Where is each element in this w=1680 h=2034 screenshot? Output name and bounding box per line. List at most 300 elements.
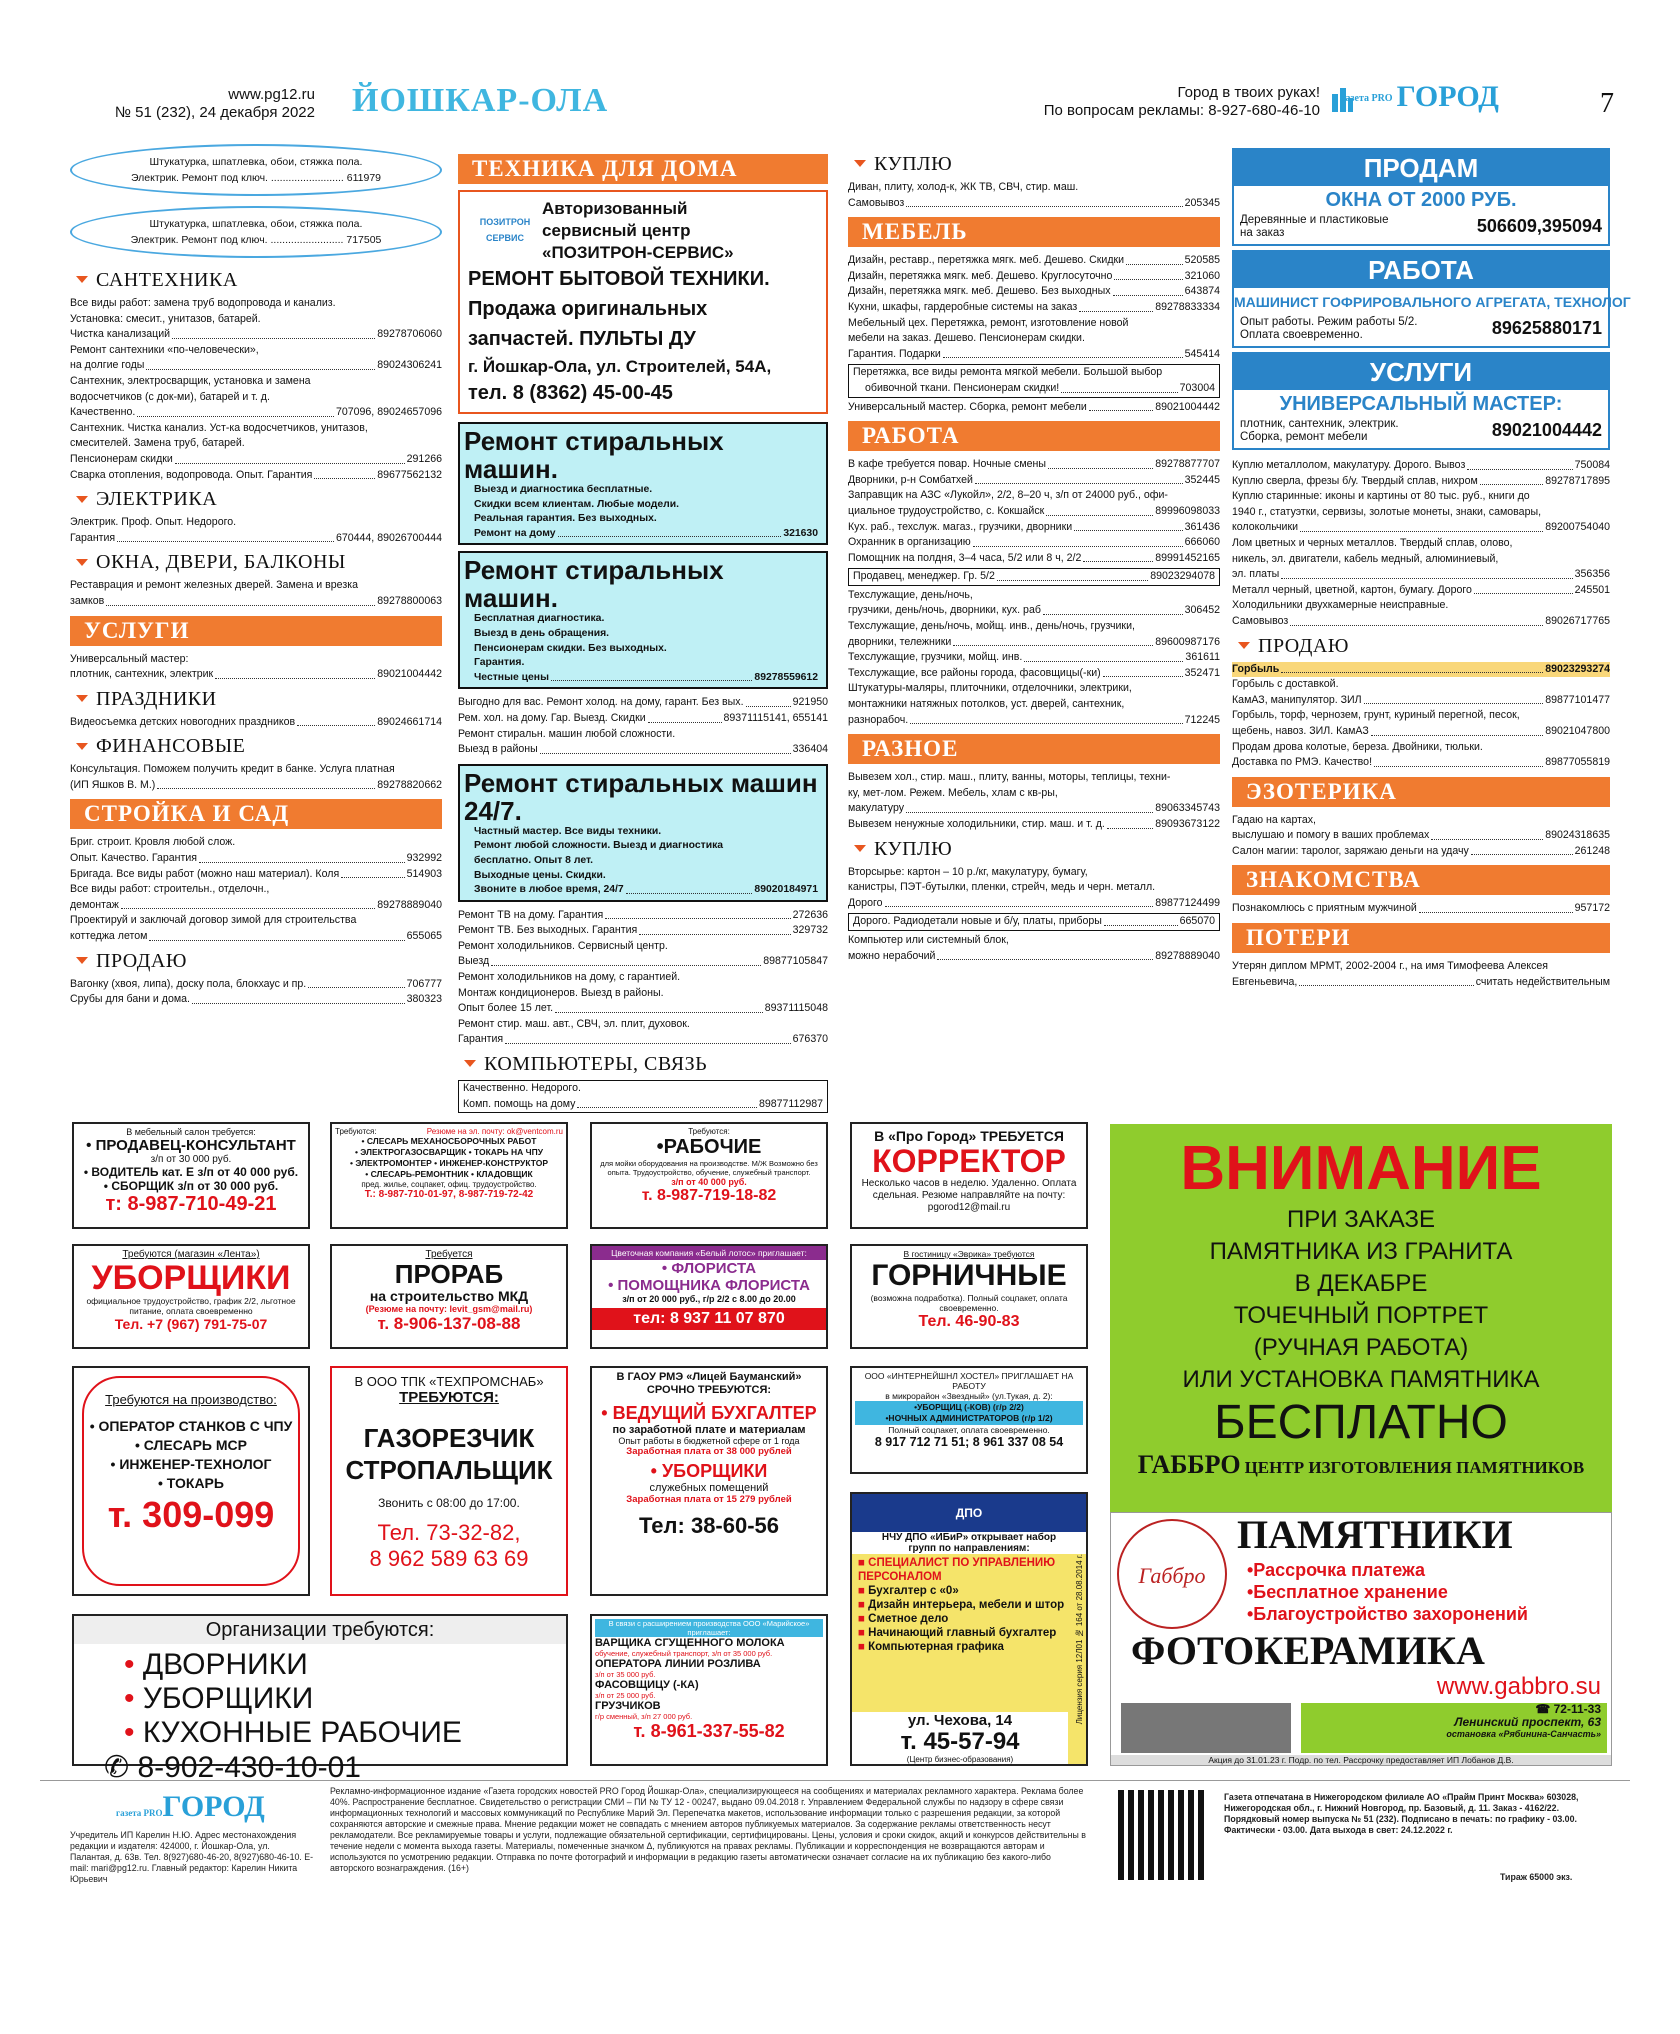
ad-phone: т. 45-57-94 (900, 1728, 1020, 1755)
ad-line (70, 515, 442, 531)
ad-phone: 89024661714 (377, 715, 442, 728)
ad-text: Выезд в районы (458, 743, 538, 756)
ad-line (848, 650, 1220, 666)
column-1 (70, 140, 442, 1110)
ad-line: •НОЧНЫХ АДМИНИСТРАТОРОВ (г/р 1/2) (885, 1413, 1053, 1423)
gabbro-lines (1110, 1204, 1612, 1396)
ad-text: Кухни, шкафы, гардеробные системы на заказ (848, 300, 1078, 313)
ad-text: Ремонт холодильников на дому, с гарантией. (458, 971, 681, 984)
ad-phone: 89020184971 (754, 884, 818, 896)
ad-text: Рем. хол. на дому. Гар. Выезд. Скидки (458, 711, 646, 724)
ad-line: обучение, служебный транспорт, з/п от 35 000 руб. (595, 1649, 773, 1658)
ad-phone: 750084 (1574, 459, 1610, 471)
ad-line: Бесплатная диагностика. (474, 613, 605, 625)
ad-oval (70, 206, 442, 258)
ad-phone: 506609,395094 (1476, 216, 1602, 237)
ad-text: Пенсионерам скидки (70, 452, 173, 465)
ad-text: Утерян диплом МРМТ, 2002-2004 г., на имя Тимофеева Алексея (1232, 960, 1549, 973)
ad-text: обивочной ткани. Пенсионерам скидки! (865, 381, 1060, 394)
ad-line (1232, 614, 1610, 630)
ad-phone: Тел: 38-60-56 (638, 1513, 780, 1538)
header-slogan (960, 84, 1320, 120)
ad-framed (848, 568, 1220, 586)
ad-line (70, 667, 442, 683)
ad-title: Требуются: (688, 1127, 730, 1136)
ad-line (70, 343, 442, 359)
ad-line (70, 929, 442, 945)
ad-line (848, 316, 1220, 332)
ad-phone: Тел. +7 (967) 791-75-07 (114, 1316, 268, 1332)
ad-line: Звонить с 08:00 до 17:00. (378, 1496, 520, 1510)
ad-line (848, 520, 1220, 536)
ad-line (1232, 598, 1610, 614)
issue-number: № 51 (232), 24 декабря 2022 (114, 104, 315, 121)
ad-title: В «Про Город» ТРЕБУЕТСЯ (874, 1128, 1064, 1144)
ad-phone: 89278820662 (377, 778, 442, 791)
ad-text: щебень, навоз. ЗИЛ. КамАЗ (1232, 724, 1369, 737)
ad-line: • ПОМОЩНИКА ФЛОРИСТА (608, 1277, 810, 1294)
ad-line: •УБОРЩИЦ (-КОВ) (г/р 2/2) (914, 1402, 1024, 1412)
ad-phone: 89278706060 (377, 328, 442, 341)
ad-heading: ПРОРАБ (394, 1259, 504, 1289)
ad-blue-block (1232, 352, 1610, 450)
ad-text: на долгие годы (70, 359, 145, 372)
ad-phone: 89877112987 (758, 1097, 823, 1110)
site-url[interactable]: www.pg12.ru (228, 86, 315, 103)
ad-line: Гарантия. (474, 657, 525, 669)
ad-phone: 356356 (1574, 568, 1610, 581)
ad-line (70, 358, 442, 374)
ad-line: Опыт работы в бюджетной сфере от 1 года (618, 1436, 800, 1446)
footer-circulation: Тираж 65000 экз. (1500, 1872, 1573, 1882)
ad-heading: ГОРНИЧНЫЕ (871, 1259, 1067, 1292)
ad-phone: 380323 (406, 993, 442, 1006)
ad-phone: 89991452165 (1155, 551, 1220, 564)
ad-line (70, 390, 442, 406)
ad-phone: 89278800063 (377, 594, 442, 607)
ad-line: КУХОННЫЕ РАБОЧИЕ (142, 1716, 462, 1749)
ad-lenta (72, 1244, 310, 1349)
ad-line: Штукатурка, шпатлевка, обои, стяжка пола. (149, 218, 363, 230)
ad-text: Помощник на полдня, 3–4 часа, 5/2 или 8 ч, 2/2 (848, 551, 1082, 564)
ad-phone: т. 8-961-337-55-82 (633, 1721, 785, 1741)
logo-text: ГОРОД (162, 1790, 265, 1823)
phone-icon: ✆ (104, 1751, 138, 1784)
ad-text: демонтаж (70, 898, 119, 911)
ad-framed (458, 1080, 828, 1113)
ad-text: Дизайн, реставр., перетяжка мягк. меб. Дешево. Скидки (848, 254, 1125, 267)
ad-email: Резюме на эл. почту: ok@ventcom.ru (426, 1127, 563, 1136)
ad-heading: СТРОПАЛЬЩИК (345, 1455, 553, 1485)
ad-phone: 89877105847 (763, 955, 828, 968)
ad-text: Все виды работ: замена труб водопровода и канализ. (70, 297, 336, 309)
footer-publisher: Учредитель ИП Карелин Н.Ю. Адрес местонахождения редакции и издателя: 424000, г. Йошкар-Ола, ул. Палантая, д. 63в. Тел. 8(927)680-46-20, 8(927)680-46-10. E-mail: mari@pg12.ru. Главный редактор: Карелин Никита Юрьевич (70, 1830, 314, 1884)
ad-line: Сборка, ремонт мебели (1240, 431, 1368, 443)
ad-line: Авторизованный (542, 199, 688, 218)
ad-line: з/п от 20 000 руб., г/р 2/2 с 8.00 до 20.00 (622, 1294, 796, 1304)
ad-title: В связи с расширением производства ООО «Марийское» приглашает: (595, 1619, 823, 1637)
ad-line (1232, 489, 1610, 505)
gabbro-monuments: ПАМЯТНИКИ (1237, 1512, 1513, 1557)
ad-line: ОПЕРАТОРА ЛИНИИ РОЗЛИВА (595, 1658, 761, 1670)
ad-text: Выгодно для вас. Ремонт холод. на дому, гарант. Без вых. (458, 696, 744, 709)
ad-line: Ремонт любой сложности. Выезд и диагностика (474, 840, 724, 852)
ad-text: Салон магии: таролог, заряжаю деньги на удачу (1232, 844, 1469, 857)
ad-text: Горбыль (1232, 662, 1280, 675)
ad-text: Реставрация и ремонт железных дверей. Замена и врезка (70, 579, 358, 592)
ad-line (458, 970, 828, 986)
ad-techpromsnab (330, 1366, 568, 1596)
ad-line (1232, 975, 1610, 991)
ad-organizations: Организации требуются: • ДВОРНИКИ • УБОРЩИКИ • КУХОННЫЕ РАБОЧИЕ ✆ 8-902-430-10-01 (72, 1614, 568, 1766)
ad-text: Выезд (458, 955, 490, 968)
ad-text: Ремонт стир. маш. авт., СВЧ, эл. плит, духовок. (458, 1017, 690, 1030)
ad-line (848, 681, 1220, 697)
ad-line (1232, 583, 1610, 599)
logo-prefix: Газета PRO (1340, 93, 1393, 105)
ad-line (70, 898, 442, 914)
ad-line (1232, 474, 1610, 490)
gabbro-brand-sub: ЦЕНТР ИЗГОТОВЛЕНИЯ ПАМЯТНИКОВ (1244, 1458, 1585, 1477)
ad-text: Монтаж кондиционеров. Выезд в районы. (458, 986, 664, 999)
ad-phone: 8 917 712 71 51; 8 961 337 08 54 (874, 1435, 1064, 1449)
block-subheading: ОКНА ОТ 2000 РУБ. (1325, 189, 1517, 211)
slogan: Город в твоих руках! (1177, 84, 1320, 101)
ad-text: Гарантия (458, 1033, 504, 1046)
ad-text: мебели на заказ. Дешево. Пенсионерам скидки. (848, 332, 1085, 345)
ad-dpo-ibir (850, 1492, 1088, 1766)
ad-list (88, 1417, 294, 1493)
ad-line: запчастей. ПУЛЬТЫ ДУ (468, 328, 696, 350)
ad-line: з/п от 30 000 руб. (150, 1154, 232, 1165)
ad-text: Сантехник. Чистка канализ. Уст-ка водосчетчиков, унитазов, (70, 421, 368, 434)
ad-salary: Заработная плата от 38 000 рублей (626, 1446, 792, 1457)
ad-phone: 89278877707 (1155, 458, 1220, 471)
ad-line (1232, 724, 1610, 740)
ad-heading: Ремонт стиральных машин. (464, 555, 724, 614)
ad-text: Лом цветных и черных металлов. Твердый сплав, олово, (1232, 536, 1513, 549)
ad-boxed (458, 551, 828, 689)
ad-text: Чистка канализаций (70, 328, 171, 341)
ad-framed (848, 364, 1220, 397)
ad-text: Комп. помощь на дому (463, 1097, 576, 1110)
ad-phone: т. 8-906-137-08-88 (377, 1314, 521, 1333)
ad-title: ООО «ИНТЕРНЕЙШНЛ ХОСТЕЛ» ПРИГЛАШАЕТ НА РАБОТУ (864, 1371, 1074, 1391)
ad-line (70, 578, 442, 594)
ad-line: Штукатурка, шпатлевка, обои, стяжка пола. (149, 156, 363, 168)
ad-line (1232, 693, 1610, 709)
ad-phone: 245501 (1574, 583, 1610, 596)
ad-text: Универсальный мастер: (70, 652, 189, 665)
ad-line: бесплатно. Опыт 8 лет. (474, 854, 594, 866)
ad-text: Установка: смесит., унитазов, батарей. (70, 312, 261, 325)
ad-phone: 329732 (792, 924, 828, 937)
ad-text: Ремонт стиральн. машин любой сложности. (458, 727, 676, 740)
footer-legal: Рекламно-информационное издание «Газета городских новостей PRO Город Йошкар-Ола», специализирующееся на сообщениях и материалах рекламного характера. Реклама более 40%. Распространение бесплатное. Свидетельство о регистрации СМИ – ПИ № ТУ 12 - 00247, выдано 09.04.2018 г. Управлением Федеральной службы по надзору в сфере связи информационных технологий и массовых коммуникаций по Республике Марий Эл. Перепечатка макетов, использование информации только с разрешения редакции, за которой сохраняются авторские и смежные права. Мнение редакции может не совпадать с мнением авторов публикуемых материалов. За содержание рекламы ответственность несут рекламодатели. Все рекламируемые товары и услуги, подлежащие обязательной сертификации, сертифицированы. Цены, условия и сроки скидок, акций и конкурсов действительны в течение недели с момента выхода газеты. Материалы, помеченные значком Δ, публикуются на правах рекламы. Публикации и корреспонденция не возвращаются авторам и используются по усмотрению редакции. Отправка по почте фотографий и информации в редакцию газеты автоматически означает согласие на их публикацию без какого-либо авторского вознаграждения. (16+) (330, 1786, 1086, 1873)
ad-phone: 306452 (1184, 604, 1220, 617)
ad-line (848, 865, 1220, 881)
ad-address: г. Йошкар-Ола, ул. Строителей, 54А, (468, 357, 772, 376)
gabbro-ceramics: ФОТОКЕРАМИКА (1131, 1628, 1485, 1673)
ad-line: официальное трудоустройство, график 2/2, льготное питание, оплата своевременно (86, 1296, 296, 1316)
ad-line: в микрорайон «Звездный» (ул.Тукая, д. 2): (885, 1391, 1053, 1401)
ad-line: Скидки всем клиентам. Любые модели. (474, 498, 679, 510)
gabbro-bullet: •Рассрочка платежа (1247, 1560, 1426, 1580)
ad-phone: считать недействительным (1475, 975, 1610, 988)
ad-phone: 643874 (1184, 285, 1220, 298)
ad-title: Требуется (425, 1249, 473, 1260)
ad-line (70, 835, 442, 851)
ad-line: плотник, сантехник, электрик. (1240, 418, 1399, 430)
ad-line: сервисный центр (542, 221, 691, 240)
ad-line: (возможна подработка). Полный соцпакет, оплата своевременно. (870, 1293, 1068, 1313)
ad-line (1232, 708, 1610, 724)
section-band: ЗНАКОМСТВА (1232, 865, 1610, 895)
ad-title: В ГАОУ РМЭ «Лицей Бауманский» СРОЧНО ТРЕБУЮТСЯ: (616, 1371, 802, 1396)
ad-line: з/п от 25 000 руб. (595, 1691, 656, 1700)
ad-phone: Т.: 8-987-710-01-97, 8-987-719-72-42 (364, 1189, 534, 1200)
ad-phone: 89023294078 (1150, 570, 1215, 583)
ad-line (1232, 740, 1610, 756)
ad-list-item: Дизайн интерьера, мебели и штор (868, 1599, 1065, 1611)
ad-phone: т: 8-987-710-49-21 (105, 1193, 277, 1215)
ad-line: • СЛЕСАРЬ-РЕМОНТНИК • КЛАДОВЩИК (365, 1169, 533, 1179)
section-heading: ЭЛЕКТРИКА (70, 487, 442, 511)
ad-line: Электрик. Ремонт под ключ. ......................... 611979 (130, 172, 382, 184)
ad-line: Полный соцпакет, оплата своевременно. (888, 1425, 1050, 1435)
ad-evrika (850, 1244, 1088, 1349)
ad-line: Выезд в день обращения. (474, 627, 610, 639)
block-heading: ПРОДАМ (1234, 150, 1608, 186)
ad-line (848, 933, 1220, 949)
section-band: РАЗНОЕ (848, 734, 1220, 764)
ad-text: смесителей. Замена труб, батарей. (70, 437, 245, 450)
ad-text: Куплю старинные: иконы и картины от 80 тыс. руб., книги до (1232, 490, 1530, 503)
ad-line (1232, 828, 1610, 844)
ad-phone: 321060 (1184, 269, 1220, 282)
ad-license: Лицензия серия 12Л01 № 164 от 28.08.2014 г. (1075, 1554, 1084, 1725)
section-heading: САНТЕХНИКА (70, 268, 442, 292)
ad-phone: 520585 (1184, 254, 1220, 267)
gabbro-site[interactable]: www.gabbro.su (1436, 1673, 1601, 1700)
ad-line: • ОПЕРАТОР СТАНКОВ С ЧПУ (89, 1418, 293, 1434)
ad-line (1232, 677, 1610, 693)
ad-list: ■ СПЕЦИАЛИСТ ПО УПРАВЛЕНИЮ ПЕРСОНАЛОМ ■ Бухгалтер с «0» ■ Дизайн интерьера, мебели и штор ■ Сметное дело ■ Начинающий главный бухгалтер ■ Компьютерная графика (858, 1557, 1065, 1653)
ad-line: Пенсионерам скидки. Без выходных. (474, 642, 667, 654)
ad-line (458, 1001, 828, 1017)
ad-line: • ПРОДАВЕЦ-КОНСУЛЬТАНТ (86, 1137, 296, 1154)
ad-line: • ТОКАРЬ (158, 1475, 224, 1491)
ad-line (848, 697, 1220, 713)
ad-line (458, 695, 828, 711)
ad-line (848, 400, 1220, 416)
ad-text: Горбыль с доставкой. (1232, 678, 1339, 691)
gabbro-note: Акция до 31.01.23 г. Подр. по тел. Рассрочку предоставляет ИП Лобанов Д.В. (1111, 1755, 1611, 1765)
ad-phone: 89200754040 (1545, 521, 1610, 534)
ad-text: Штукатуры-маляры, плиточники, отделочники, электрики, (848, 682, 1132, 695)
ad-line (848, 635, 1220, 651)
ad-text: Срубы для бани и дома. (70, 993, 190, 1006)
ad-phone: 89677562132 (377, 468, 442, 481)
pozitron-logo: ПОЗИТРОН СЕРВИС (479, 217, 531, 243)
ad-line (848, 603, 1220, 619)
ad-text: Техслужащие, грузчики, мойщ. инв. (848, 651, 1023, 664)
ad-phone: 655065 (406, 930, 442, 943)
ad-prorab (330, 1244, 568, 1349)
ad-text: Компьютер или системный блок, (848, 933, 1009, 946)
section-band: МЕБЕЛЬ (848, 217, 1220, 247)
ad-text: Сантехник, электросварщик, установка и замена (70, 374, 311, 387)
section-band: ЭЗОТЕРИКА (1232, 777, 1610, 807)
ad-text: Вывезем ненужные холодильники, стир. маш. и т. д. (848, 818, 1105, 830)
ad-text: Ремонт сантехники «по-человечески», (70, 343, 259, 356)
ad-phone: 89024318635 (1545, 829, 1610, 842)
ad-phone: 89278889040 (1155, 949, 1220, 962)
ad-phone: 89877124499 (1155, 896, 1220, 909)
ad-line: Электрик. Ремонт под ключ. ......................... 717505 (130, 234, 382, 246)
ad-line: Несколько часов в неделю. Удаленно. Оплата сдельная. Резюме направляйте на почту: pgorod12@mail.ru (861, 1178, 1077, 1213)
ad-line (848, 488, 1220, 504)
column-3 (848, 148, 1220, 1110)
block-subheading: УНИВЕРСАЛЬНЫЙ МАСТЕР: (1279, 393, 1563, 415)
ad-line (70, 327, 442, 343)
ad-line (848, 713, 1220, 729)
ad-line (458, 711, 828, 727)
ad-phone: 89026717765 (1545, 614, 1610, 627)
ad-phone: 957172 (1574, 902, 1610, 915)
ad-line (848, 457, 1220, 473)
ad-line (848, 801, 1220, 817)
ad-text: Ремонт холодильников. Сервисный центр. (458, 939, 668, 952)
ad-title: Требуются (магазин «Лента») (122, 1249, 260, 1260)
ad-line (70, 851, 442, 867)
section-heading: КУПЛЮ (848, 837, 1220, 861)
ad-text: Проектируй и заключай договор зимой для строительства (70, 914, 357, 927)
ad-text: Дорого. Радиодетали новые и б/у, платы, приборы (853, 915, 1102, 928)
ad-text: монтажники натяжных потолков, уст. дверей, сантехник, (848, 698, 1125, 711)
ad-phone: 336404 (792, 743, 828, 756)
ad-text: Дворники, р-н Сомбатхей (848, 473, 973, 486)
ad-text: Видеосъемка детских новогодних праздников (70, 715, 296, 728)
ad-line (1232, 844, 1610, 860)
ad-heading: УБОРЩИКИ (91, 1259, 291, 1297)
ad-text: Холодильники двухкамерные неисправные. (1232, 599, 1449, 612)
ad-line: ИЛИ УСТАНОВКА ПАМЯТНИКА (1182, 1366, 1540, 1393)
city-title: ЙОШКАР-ОЛА (352, 82, 609, 119)
qr-code[interactable] (1118, 1790, 1208, 1880)
ad-phone: 932992 (406, 852, 442, 865)
ad-text: ку, мет-лом. Режем. Мебель, хлам с кв-ры, (848, 786, 1058, 799)
ad-list-item: Компьютерная графика (868, 1641, 1004, 1653)
ad-line (848, 473, 1220, 489)
ad-line (848, 300, 1220, 316)
ad-list-item: СПЕЦИАЛИСТ ПО УПРАВЛЕНИЮ ПЕРСОНАЛОМ (858, 1557, 1056, 1583)
ad-line (1232, 901, 1610, 917)
ad-line (70, 594, 442, 610)
block-subheading: МАШИНИСТ ГОФРИРОВАЛЬНОГО АГРЕГАТА, ТЕХНОЛОГ (1234, 294, 1631, 310)
ad-phone: 89278717895 (1545, 474, 1610, 487)
ad-phone: 545414 (1184, 347, 1220, 360)
ad-text: Самовывоз (848, 196, 905, 209)
ad-phone: 89023293274 (1545, 662, 1610, 675)
ad-line (70, 992, 442, 1008)
ad-blue-block (1232, 250, 1631, 348)
ad-phone: 89021004442 (1155, 400, 1220, 413)
ad-phone: 707096, 89024657096 (335, 406, 442, 419)
ad-text: Все виды работ: строительн., отделочн., (70, 883, 270, 896)
ad-phone: 272636 (792, 908, 828, 921)
ad-text: Опыт более 15 лет. (458, 1002, 554, 1015)
ad-line (70, 452, 442, 468)
ad-line (1232, 567, 1610, 583)
ad-line: ФАСОВЩИЦУ (-КА) (595, 1679, 699, 1691)
ad-line (458, 1017, 828, 1033)
ad-text: никель, эл. двигатели, кабель медный, алюминиевый, (1232, 552, 1499, 565)
ad-line (848, 535, 1220, 551)
ad-production (72, 1366, 310, 1596)
ad-title: В ООО ТПК «ТЕХПРОМСНАБ» (354, 1374, 544, 1389)
ad-line (1232, 813, 1610, 829)
ad-list-item: Начинающий главный бухгалтер (868, 1627, 1057, 1639)
ad-text: грузчики, день/ночь, дворники, кух. раб (848, 604, 1041, 617)
ad-line (1232, 520, 1610, 536)
ad-line (848, 331, 1220, 347)
ad-line (848, 949, 1220, 965)
ad-phone: 89278559612 (754, 671, 818, 683)
logo-prefix: газета PRO (116, 1808, 163, 1818)
ad-text: замков (70, 594, 105, 607)
ad-line (848, 817, 1220, 833)
ad-phone: 89278833334 (1155, 300, 1220, 313)
ad-text: Звоните в любое время, 24/7 (474, 884, 624, 896)
block-heading: РАБОТА (1234, 252, 1608, 288)
ad-text: Познакомлюсь с приятным мужчиной (1232, 902, 1417, 915)
ad-phone: 89371115141, 655141 (723, 711, 828, 724)
ad-heading: КОРРЕКТОР (872, 1143, 1066, 1179)
ad-phone: 89024306241 (377, 359, 442, 372)
ad-text: Заправщик на АЗС «Лукойл», 2/2, 8–20 ч, з/п от 24000 руб., офи- (848, 489, 1168, 502)
ad-line (70, 421, 442, 437)
ad-text: Гадаю на картах, (1232, 813, 1316, 826)
ad-line: • ЭЛЕКТРОМОНТЕР • ИНЖЕНЕР-КОНСТРУКТОР (350, 1158, 548, 1168)
ad-furniture-salon (72, 1122, 310, 1229)
block-heading: УСЛУГИ (1234, 354, 1608, 390)
ad-line (848, 896, 1220, 912)
ad-phone: 361436 (1184, 520, 1220, 533)
ad-line: ТОЧЕЧНЫЙ ПОРТРЕТ (1233, 1302, 1489, 1329)
ad-phone: 712245 (1184, 713, 1220, 726)
gabbro-heading: ВНИМАНИЕ (1180, 1134, 1542, 1203)
gabbro-bullet: •Благоустройство захоронений (1247, 1604, 1528, 1624)
ad-line (458, 939, 828, 955)
ad-line (1232, 959, 1610, 975)
ad-line (458, 908, 828, 924)
ad-text: Дизайн, перетяжка мягк. меб. Дешево. Без выходных (848, 285, 1111, 298)
ad-text: Универсальный мастер. Сборка, ремонт мебели (848, 400, 1087, 413)
ad-line (70, 374, 442, 390)
ad-address: остановка «Рябинина-Санчасть» (1446, 1729, 1601, 1739)
ad-text: коттеджа летом (70, 930, 148, 943)
ad-line: Деревянные и пластиковые (1240, 214, 1389, 226)
ad-line: на строительство МКД (369, 1288, 529, 1304)
ad-phone: Тел. 46-90-83 (918, 1313, 1020, 1330)
ad-line: Оплата своевременно. (1240, 329, 1363, 341)
ad-phone: 89021047800 (1545, 724, 1610, 737)
ad-text: Дизайн, перетяжка мягк. меб. Дешево. Круглосуточно (848, 269, 1113, 282)
ad-line: по заработной плате и материалам (612, 1424, 806, 1436)
ad-line (848, 196, 1220, 212)
ad-line: • ФЛОРИСТА (661, 1260, 757, 1277)
